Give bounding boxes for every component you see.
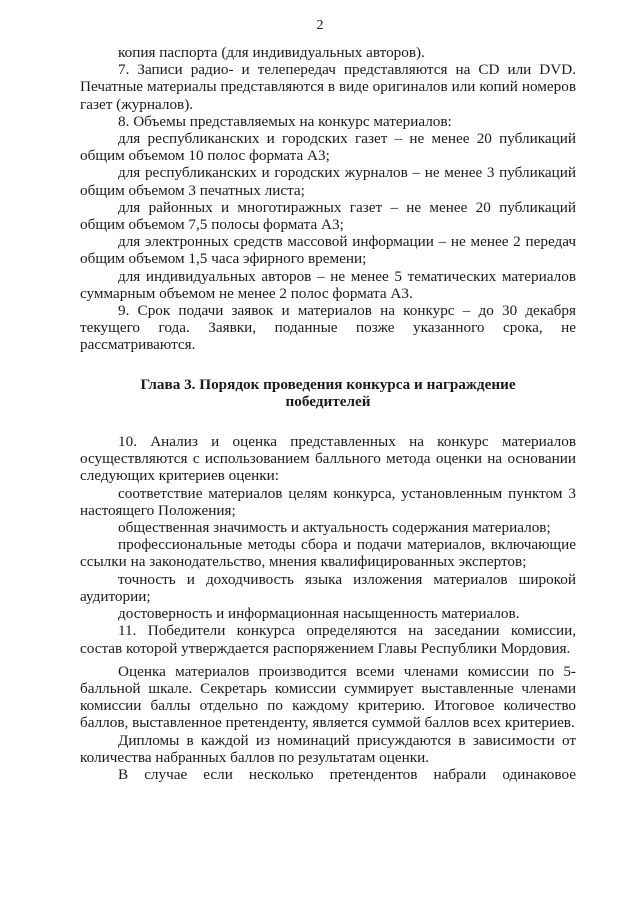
document-body <box>80 44 576 783</box>
section-after <box>80 433 576 783</box>
paragraph: точность и доходчивость языка изложения материалов широкой аудитории; <box>80 570 576 605</box>
paragraph: 8. Объемы представляемых на конкурс материалов: <box>118 112 452 130</box>
page-number: 2 <box>316 18 324 33</box>
paragraph: для районных и многотиражных газет – не менее 20 публикаций общим объемом 7,5 полосы формата А3; <box>80 198 576 234</box>
paragraph: для республиканских и городских журналов – не менее 3 публикаций общим объемом 3 печатных листа; <box>80 164 576 199</box>
paragraph: профессиональные методы сбора и подачи материалов, включающие ссылки на законодательство, мнения квалифицированных экспертов; <box>80 536 576 571</box>
paragraph: для индивидуальных авторов – не менее 5 тематических материалов суммарным объемом не менее 2 полос формата А3. <box>80 267 576 302</box>
paragraph: для республиканских и городских газет – не менее 20 публикаций общим объемом 10 полос формата А3; <box>80 130 576 165</box>
paragraph: достоверность и информационная насыщенность материалов. <box>118 605 520 623</box>
paragraph: 11. Победители конкурса определяются на заседании комиссии, состав которой утверждается распоряжением Главы Республики Мордовия. <box>80 622 576 657</box>
paragraph: Оценка материалов производится всеми членами комиссии по 5-балльной шкале. Секретарь комиссии суммирует выставленные членами комиссии баллы отдельно по каждому критерию. Итоговое количество баллов, выставленное претенденту, является суммой баллов всех критериев. <box>80 662 576 732</box>
paragraph: В случае если несколько претендентов набрали одинаковое <box>118 765 576 783</box>
paragraph: 9. Срок подачи заявок и материалов на конкурс – до 30 декабря текущего года. Заявки, поданные позже указанного срока, не рассматриваются. <box>80 302 576 354</box>
paragraph: общественная значимость и актуальность содержания материалов; <box>118 519 551 537</box>
paragraph: копия паспорта (для индивидуальных авторов). <box>118 44 425 61</box>
section-before <box>80 44 576 354</box>
paragraph: для электронных средств массовой информации – не менее 2 передач общим объемом 1,5 часа эфирного времени; <box>80 233 576 268</box>
paragraph: 10. Анализ и оценка представленных на конкурс материалов осуществляются с использованием балльного метода оценки на основании следующих критериев оценки: <box>80 433 576 485</box>
paragraph: Дипломы в каждой из номинаций присуждаются в зависимости от количества набранных баллов по результатам оценки. <box>80 731 576 766</box>
paragraph: 7. Записи радио- и телепередач представляются на CD или DVD. Печатные материалы представляются в виде оригиналов или копий номеров газет (журналов). <box>80 61 576 113</box>
chapter-heading: Глава 3. Порядок проведения конкурса и награждение победителей <box>140 375 516 410</box>
paragraph: соответствие материалов целям конкурса, установленным пунктом 3 настоящего Положения; <box>80 484 576 519</box>
